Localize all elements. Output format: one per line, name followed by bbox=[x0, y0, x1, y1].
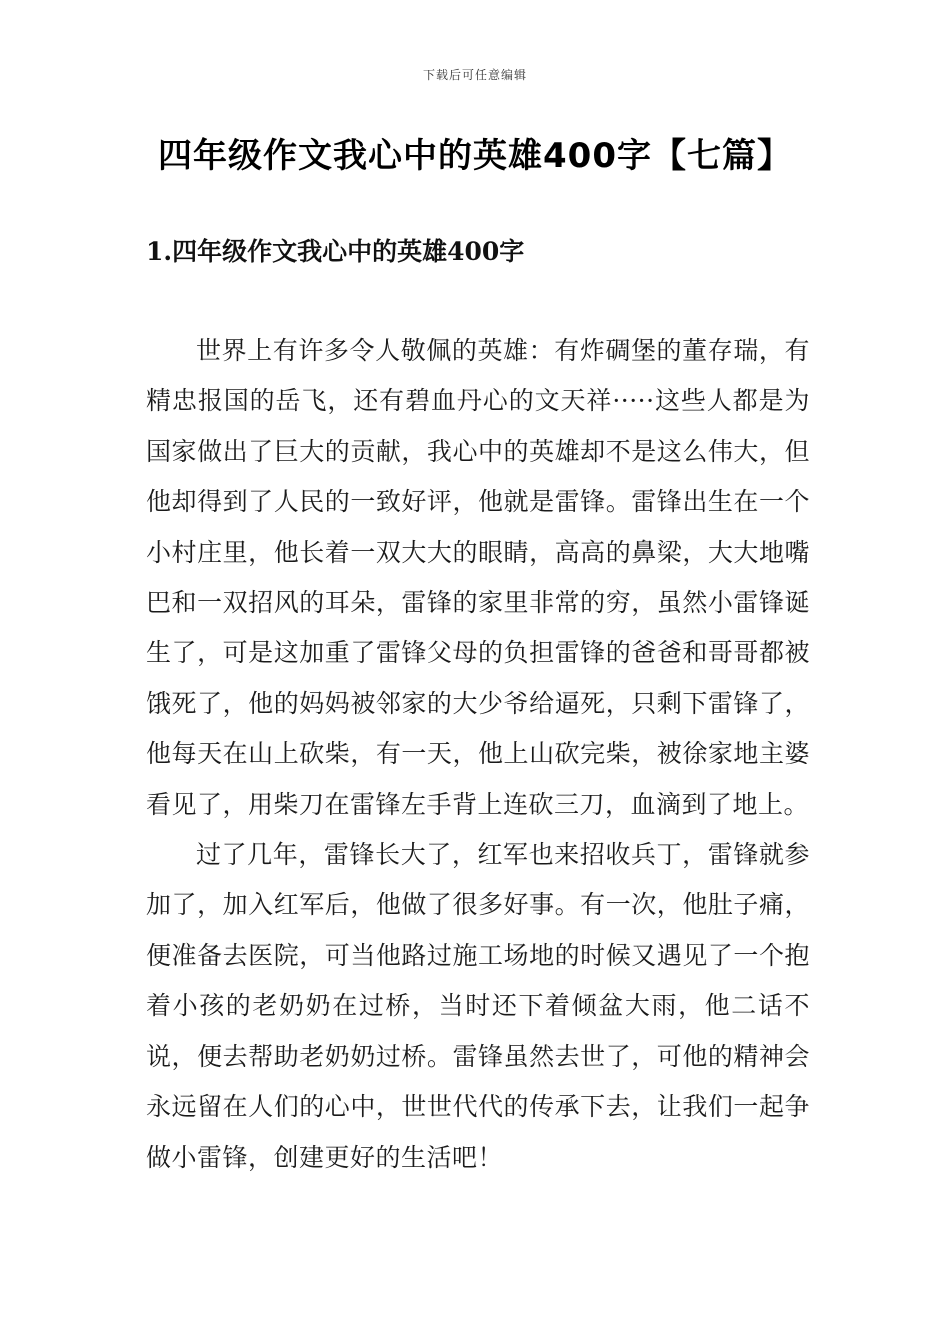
header-note: 下载后可任意编辑 bbox=[422, 68, 527, 82]
essay-body bbox=[146, 326, 810, 1183]
paragraph-1: 世界上有许多令人敬佩的英雄：有炸碉堡的董存瑞，有精忠报国的岳飞，还有碧血丹心的文天祥·····这些人都是为国家做出了巨大的贡献，我心中的英雄却不是这么伟大，但他却得到了人民的一致好评，他就是雷锋。雷锋出生在一个小村庄里，他长着一双大大的眼睛，高高的鼻梁，大大地嘴巴和一双招风的耳朵，雷锋的家里非常的穷，虽然小雷锋诞生了，可是这加重了雷锋父母的负担雷锋的爸爸和哥哥都被饿死了，他的妈妈被邻家的大少爷给逼死，只剩下雷锋了，他每天在山上砍柴，有一天，他上山砍完柴，被徐家地主婆看见了，用柴刀在雷锋左手背上连砍三刀，血滴到了地上。 bbox=[146, 336, 810, 819]
section-heading: 1.四年级作文我心中的英雄400字 bbox=[146, 237, 525, 266]
document-title: 四年级作文我心中的英雄400字【七篇】 bbox=[158, 136, 792, 176]
paragraph-2: 过了几年，雷锋长大了，红军也来招收兵丁，雷锋就参加了，加入红军后，他做了很多好事。有一次，他肚子痛，便准备去医院，可当他路过施工场地的时候又遇见了一个抱着小孩的老奶奶在过桥，当时还下着倾盆大雨，他二话不说，便去帮助老奶奶过桥。雷锋虽然去世了，可他的精神会永远留在人们的心中，世世代代的传承下去，让我们一起争做小雷锋，创建更好的生活吧！ bbox=[146, 840, 810, 1172]
